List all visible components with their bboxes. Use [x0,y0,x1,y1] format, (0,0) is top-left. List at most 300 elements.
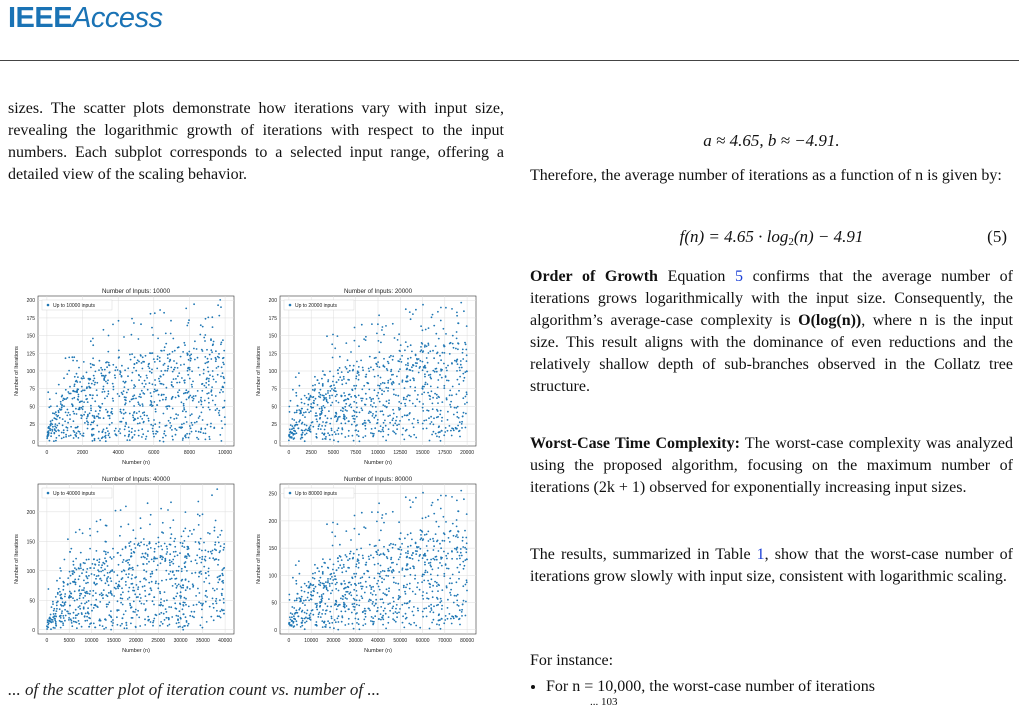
scatter-point [63,398,65,400]
scatter-point [114,377,116,379]
scatter-point [374,615,376,617]
scatter-point [448,537,450,539]
scatter-point [164,346,166,348]
scatter-point [187,353,189,355]
scatter-point [405,552,407,554]
scatter-point [174,350,176,352]
scatter-point [70,593,72,595]
scatter-point [357,372,359,374]
scatter-point [353,589,355,591]
scatter-point [118,564,120,566]
scatter-point [186,621,188,623]
scatter-point [145,438,147,440]
scatter-point [139,393,141,395]
scatter-point [169,578,171,580]
scatter-point [163,384,165,386]
scatter-point [134,363,136,365]
scatter-point [330,418,332,420]
scatter-point [449,343,451,345]
scatter-point [92,563,94,565]
scatter-point [341,383,343,385]
scatter-point [78,590,80,592]
scatter-point [186,421,188,423]
x-tick-label: 15000 [415,450,430,456]
scatter-point [100,367,102,369]
scatter-point [131,431,133,433]
scatter-point [98,369,100,371]
scatter-point [127,576,129,578]
scatter-point [346,417,348,419]
scatter-point [132,583,134,585]
scatter-point [458,383,460,385]
scatter-point [55,423,57,425]
scatter-point [111,558,113,560]
scatter-point [320,394,322,396]
scatter-point [133,405,135,407]
scatter-point [153,596,155,598]
scatter-point [294,425,296,427]
scatter-point [334,431,336,433]
scatter-point [337,441,339,443]
scatter-point [419,589,421,591]
scatter-point [317,616,319,618]
x-tick-label: 10000 [371,450,385,456]
scatter-point [437,379,439,381]
scatter-point [171,616,173,618]
scatter-point [131,555,133,557]
scatter-point [120,594,122,596]
scatter-point [80,414,82,416]
scatter-point [69,551,71,553]
scatter-point [87,424,89,426]
scatter-point [189,415,191,417]
scatter-point [183,342,185,344]
scatter-point [362,625,364,627]
scatter-point [75,531,77,533]
scatter-point [456,526,458,528]
scatter-point [149,382,151,384]
scatter-point [393,582,395,584]
scatter-point [92,357,94,359]
scatter-point [436,368,438,370]
scatter-point [53,433,55,435]
scatter-point [373,417,375,419]
scatter-point [356,375,358,377]
scatter-point [396,616,398,618]
scatter-point [422,361,424,363]
x-tick-label: 20000 [460,450,475,456]
scatter-point [456,519,458,521]
scatter-point [211,389,213,391]
scatter-point [406,563,408,565]
y-tick-label: 50 [271,600,277,607]
scatter-point [432,397,434,399]
scatter-point [387,382,389,384]
scatter-point [215,600,217,602]
scatter-point [407,362,409,364]
scatter-point [70,435,72,437]
scatter-point [364,425,366,427]
scatter-point [204,356,206,358]
scatter-point [79,431,81,433]
scatter-point [413,614,415,616]
scatter-point [439,374,441,376]
scatter-point [89,567,91,569]
scatter-point [385,325,387,327]
scatter-point [105,375,107,377]
scatter-point [396,612,398,614]
scatter-point [295,392,297,394]
scatter-point [318,570,320,572]
scatter-point [164,363,166,365]
scatter-point [438,338,440,340]
scatter-point [413,426,415,428]
scatter-point [361,409,363,411]
scatter-point [426,592,428,594]
scatter-point [188,391,190,393]
scatter-point [175,551,177,553]
scatter-point [363,573,365,575]
scatter-point [219,434,221,436]
scatter-point [138,338,140,340]
scatter-point [411,366,413,368]
y-tick-label: 150 [268,333,277,340]
scatter-point [440,320,442,322]
scatter-point [459,564,461,566]
scatter-point [315,603,317,605]
scatter-point [354,388,356,390]
scatter-point [386,595,388,597]
scatter-point [208,384,210,386]
scatter-point [50,614,52,616]
scatter-point [438,432,440,434]
scatter-point [318,392,320,394]
scatter-point [128,430,130,432]
scatter-point [445,333,447,335]
scatter-point [217,536,219,538]
scatter-point [438,624,440,626]
scatter-point [121,571,123,573]
scatter-point [383,334,385,336]
scatter-point [54,413,56,415]
scatter-point [462,540,464,542]
scatter-point [211,316,213,318]
scatter-point [432,569,434,571]
scatter-point [150,424,152,426]
scatter-point [121,578,123,580]
scatter-point [83,433,85,435]
scatter-point [77,398,79,400]
scatter-point [320,582,322,584]
scatter-point [113,386,115,388]
scatter-point [157,431,159,433]
scatter-point [81,400,83,402]
scatter-point [107,379,109,381]
scatter-point [430,607,432,609]
scatter-point [176,615,178,617]
scatter-point [141,418,143,420]
scatter-point [410,318,412,320]
scatter-point [189,378,191,380]
scatter-point [80,565,82,567]
scatter-point [131,334,133,336]
scatter-point [387,603,389,605]
scatter-point [150,313,152,315]
scatter-point [105,582,107,584]
scatter-point [151,581,153,583]
scatter-point [449,613,451,615]
scatter-point [207,551,209,553]
scatter-point [387,380,389,382]
scatter-point [143,563,145,565]
scatter-point [164,430,166,432]
scatter-point [92,595,94,597]
scatter-point [51,606,53,608]
scatter-point [458,390,460,392]
scatter-point [143,538,145,540]
y-tick-label: 0 [274,627,277,634]
scatter-point [154,558,156,560]
table-ref-link[interactable]: 1 [756,546,765,563]
scatter-point [68,597,70,599]
scatter-point [145,579,147,581]
scatter-point [180,595,182,597]
scatter-point [423,608,425,610]
scatter-point [360,398,362,400]
scatter-point [433,431,435,433]
scatter-point [78,623,80,625]
scatter-point [128,426,130,428]
equation-ab: a ≈ 4.65, b ≈ −4.91. [703,131,840,150]
scatter-point [49,440,51,442]
scatter-point [99,360,101,362]
scatter-point [190,357,192,359]
scatter-point [350,406,352,408]
scatter-point [350,594,352,596]
scatter-point [83,562,85,564]
scatter-point [310,584,312,586]
x-tick-label: 70000 [437,638,452,644]
scatter-point [204,340,206,342]
scatter-point [397,339,399,341]
scatter-point [224,382,226,384]
scatter-point [348,394,350,396]
equation-ref-link[interactable]: 5 [734,268,743,285]
scatter-point [369,599,371,601]
scatter-point [407,550,409,552]
scatter-point [333,439,335,441]
scatter-point [312,426,314,428]
scatter-point [376,333,378,335]
scatter-point [333,627,335,629]
scatter-point [449,390,451,392]
scatter-point [75,617,77,619]
scatter-point [196,604,198,606]
scatter-point [219,414,221,416]
scatter-point [63,437,65,439]
scatter-point [162,605,164,607]
scatter-point [456,412,458,414]
scatter-point [136,584,138,586]
scatter-point [422,403,424,405]
scatter-point [96,389,98,391]
scatter-point [125,546,127,548]
scatter-point [430,374,432,376]
scatter-point [108,335,110,337]
scatter-point [200,562,202,564]
scatter-point [302,432,304,434]
scatter-point [379,589,381,591]
scatter-point [333,384,335,386]
scatter-point [297,405,299,407]
scatter-point [153,436,155,438]
scatter-point [355,396,357,398]
scatter-point [58,384,60,386]
scatter-point [206,596,208,598]
scatter-point [379,576,381,578]
scatter-point [459,624,461,626]
scatter-point [345,554,347,556]
scatter-point [224,416,226,418]
scatter-point [375,603,377,605]
scatter-point [209,374,211,376]
scatter-point [71,625,73,627]
scatter-point [416,586,418,588]
scatter-point [175,583,177,585]
scatter-point [155,581,157,583]
scatter-point [153,419,155,421]
scatter-point [93,417,95,419]
scatter-point [352,435,354,437]
scatter-point [61,438,63,440]
scatter-point [124,425,126,427]
scatter-point [397,548,399,550]
scatter-point [379,385,381,387]
scatter-point [321,600,323,602]
scatter-point [96,382,98,384]
y-tick-label: 100 [268,573,277,580]
scatter-point [183,546,185,548]
scatter-point [205,382,207,384]
scatter-point [293,427,295,429]
scatter-point [130,549,132,551]
scatter-point [62,424,64,426]
scatter-point [159,593,161,595]
scatter-point [92,428,94,430]
x-tick-label: 0 [45,450,49,456]
scatter-point [449,425,451,427]
scatter-point [169,564,171,566]
scatter-point [338,590,340,592]
scatter-point [308,412,310,414]
scatter-point [405,341,407,343]
scatter-point [143,386,145,388]
scatter-point [389,610,391,612]
scatter-point [222,580,224,582]
scatter-point [153,391,155,393]
scatter-point [55,440,57,442]
scatter-point [296,599,298,601]
scatter-point [322,572,324,574]
scatter-point [89,623,91,625]
scatter-point [428,417,430,419]
scatter-point [156,390,158,392]
scatter-point [127,562,129,564]
scatter-point [198,417,200,419]
scatter-point [178,372,180,374]
scatter-point [113,571,115,573]
scatter-point [372,594,374,596]
scatter-point [183,409,185,411]
scatter-point [361,407,363,409]
scatter-point [445,495,447,497]
scatter-point [462,561,464,563]
scatter-point [433,357,435,359]
scatter-point [365,623,367,625]
scatter-point [433,540,435,542]
scatter-point [70,575,72,577]
scatter-point [378,502,380,504]
scatter-point [437,590,439,592]
scatter-point [75,615,77,617]
scatter-point [346,556,348,558]
scatter-point [131,574,133,576]
scatter-point [137,401,139,403]
scatter-point [433,417,435,419]
scatter-point [204,362,206,364]
y-tick-label: 75 [271,386,277,393]
scatter-point [389,356,391,358]
scatter-point [387,575,389,577]
scatter-point [174,556,176,558]
scatter-point [125,622,127,624]
scatter-point [222,386,224,388]
scatter-point [66,415,68,417]
scatter-point [141,556,143,558]
scatter-point [133,387,135,389]
scatter-point [318,396,320,398]
scatter-point [399,420,401,422]
scatter-point [117,624,119,626]
scatter-point [387,387,389,389]
scatter-point [397,395,399,397]
scatter-point [364,608,366,610]
scatter-point [188,351,190,353]
scatter-point [332,334,334,336]
scatter-point [115,366,117,368]
scatter-point [181,545,183,547]
scatter-point [96,425,98,427]
scatter-point [454,548,456,550]
scatter-point [144,624,146,626]
scatter-point [436,559,438,561]
scatter-point [100,578,102,580]
scatter-point [49,617,51,619]
scatter-point [80,563,82,565]
scatter-point [415,593,417,595]
scatter-point [52,621,54,623]
scatter-point [300,412,302,414]
scatter-point [432,538,434,540]
scatter-point [355,618,357,620]
scatter-point [356,361,358,363]
scatter-point [73,420,75,422]
scatter-point [359,628,361,630]
scatter-point [358,533,360,535]
scatter-point [398,521,400,523]
scatter-point [111,569,113,571]
scatter-point [158,541,160,543]
